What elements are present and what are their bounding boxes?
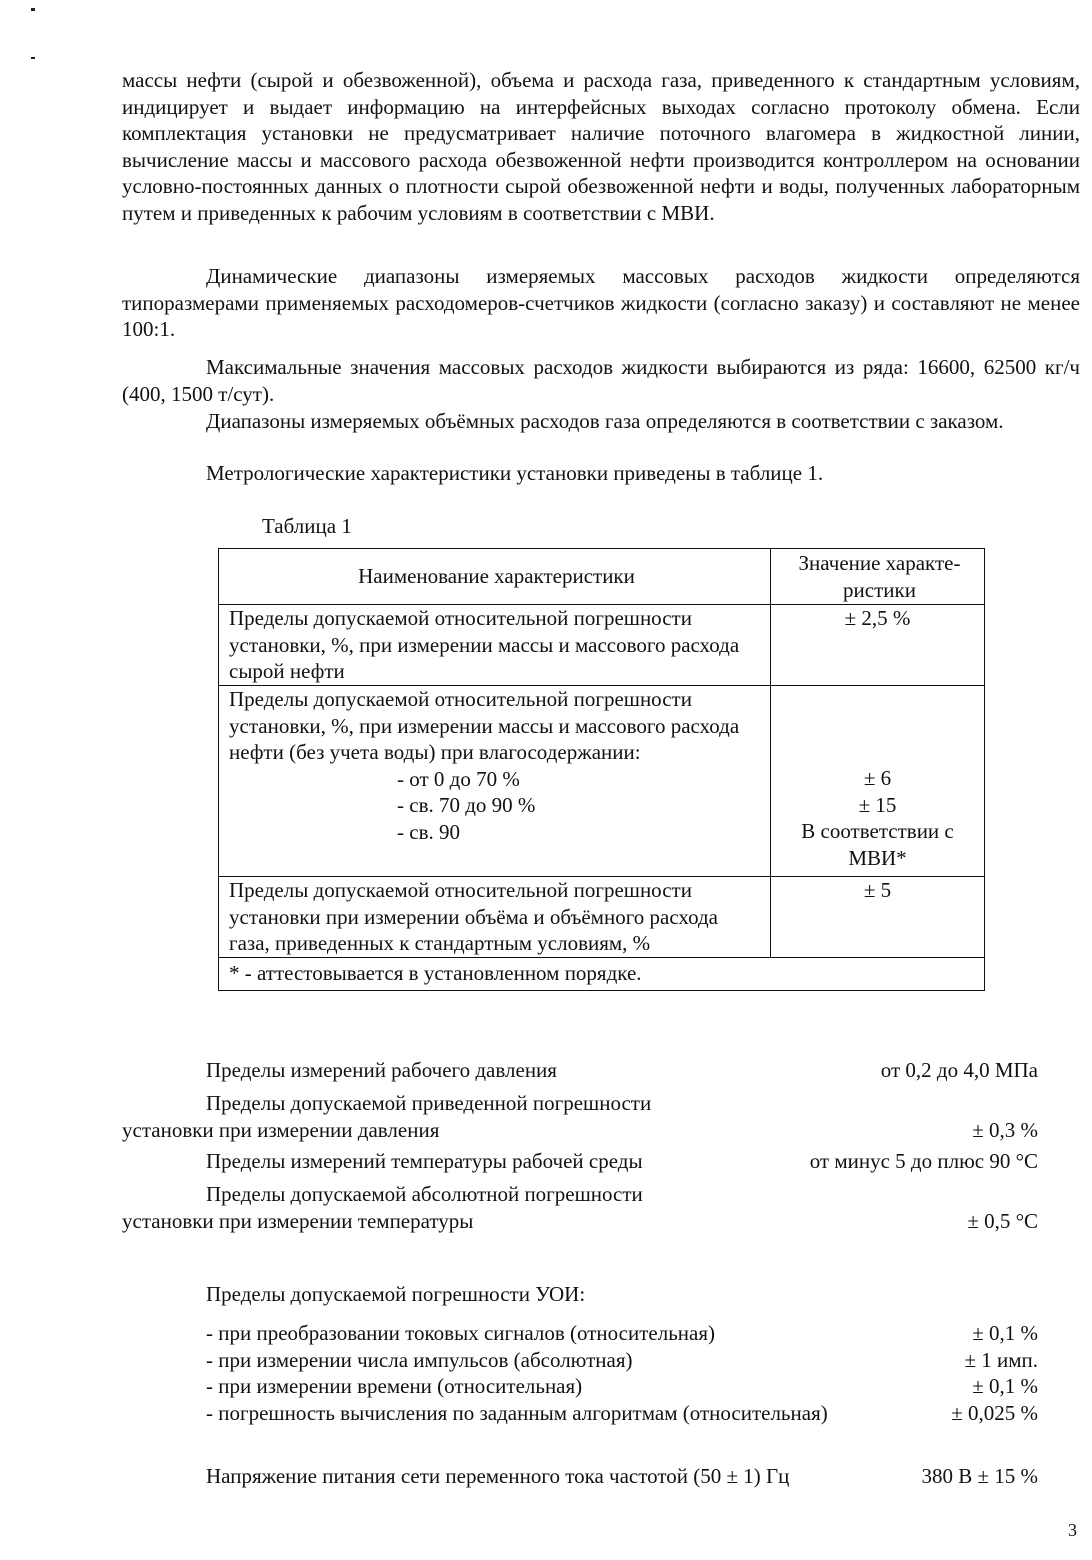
table-row xyxy=(219,686,985,877)
spec-pressure-range xyxy=(122,1057,1038,1084)
paragraph-dynamic-ranges: Динамические диапазоны измеряемых массовых расходов жидкости определяются типоразмерами применяемых расходомеров-счетчиков жидкости (согласно заказу) и составляют не менее 100:1. xyxy=(122,264,1080,341)
table-header-value: Значение характе-ристики xyxy=(771,549,985,605)
power-label: Напряжение питания сети переменного тока частотой (50 ± 1) Гц xyxy=(206,1464,790,1488)
table-header-name: Наименование характеристики xyxy=(219,549,771,605)
table-header-row xyxy=(219,549,985,605)
uoi-label: - при измерении времени (относительная) xyxy=(206,1374,583,1398)
power-value: 380 В ± 15 % xyxy=(921,1464,1038,1488)
list-item xyxy=(206,1400,1038,1427)
sub-item-label: - от 0 до 70 % xyxy=(397,766,520,791)
sub-item-value: ± 15 xyxy=(858,792,897,817)
spec-label-line1: Пределы допускаемой абсолютной погрешности xyxy=(206,1182,643,1206)
paragraph-gas-ranges: Диапазоны измеряемых объёмных расходов газа определяются в соответствии с заказом. xyxy=(206,409,1004,433)
table-cell-value: ± 5 xyxy=(771,877,985,958)
sub-item-value: ± 6 xyxy=(863,766,892,790)
table-row xyxy=(219,877,985,958)
metrology-table xyxy=(218,548,985,991)
table-cell-value xyxy=(771,686,985,877)
table-row xyxy=(219,605,985,686)
spec-label: Пределы измерений рабочего давления xyxy=(206,1058,557,1082)
uoi-label: - при преобразовании токовых сигналов (относительная) xyxy=(206,1321,715,1345)
scan-artifact xyxy=(31,8,35,11)
row-description: Пределы допускаемой относительной погрешности установки, %, при измерении массы и массового расхода нефти (без учета воды) при влагосодержании: xyxy=(229,687,740,764)
spec-label-line1: Пределы допускаемой приведенной погрешности xyxy=(206,1091,652,1115)
uoi-value: ± 0,1 % xyxy=(972,1321,1038,1345)
uoi-label: - погрешность вычисления по заданным алгоритмам (относительная) xyxy=(206,1400,828,1425)
spec-temperature-error xyxy=(122,1181,1038,1234)
uoi-list xyxy=(206,1320,1038,1426)
spec-value: от минус 5 до плюс 90 °С xyxy=(809,1149,1038,1173)
spec-label: Пределы измерений температуры рабочей среды xyxy=(206,1149,643,1173)
spec-value: ± 0,3 % xyxy=(972,1117,1038,1142)
spec-value: от 0,2 до 4,0 МПа xyxy=(880,1058,1038,1082)
page-number: 3 xyxy=(1068,1520,1077,1540)
table-cell-name: Пределы допускаемой относительной погрешности установки при измерении объёма и объёмного расхода газа, приведенных к стандартным условиям, % xyxy=(219,877,771,958)
table-caption: Таблица 1 xyxy=(262,514,352,538)
uoi-title: Пределы допускаемой погрешности УОИ: xyxy=(206,1282,586,1306)
spec-label-line2: установки при измерении давления xyxy=(122,1117,440,1142)
table-cell-name xyxy=(219,686,771,877)
table-cell-name: Пределы допускаемой относительной погрешности установки, %, при измерении массы и массового расхода сырой нефти xyxy=(219,605,771,686)
uoi-value: ± 1 имп. xyxy=(964,1347,1038,1372)
uoi-value: ± 0,025 % xyxy=(951,1400,1038,1425)
list-item xyxy=(206,1373,1038,1400)
spec-label-line2: установки при измерении температуры xyxy=(122,1208,474,1233)
table-footnote: * - аттестовывается в установленном порядке. xyxy=(219,958,985,991)
scan-artifact xyxy=(31,57,35,59)
list-item xyxy=(206,1347,1038,1374)
sub-item-value: В соответствии с МВИ* xyxy=(801,819,954,870)
table-cell-value: ± 2,5 % xyxy=(771,605,985,686)
uoi-label: - при измерении числа импульсов (абсолютная) xyxy=(206,1347,633,1372)
paragraph-intro: массы нефти (сырой и обезвоженной), объема и расхода газа, приведенного к стандартным условиям, индицирует и выдает информацию на интерфейсных выходах согласно протоколу обмена. Если комплектация установки не предусматривает наличие поточного влагомера в жидкостной линии, вычисление массы и массового расхода обезвоженной нефти производится контроллером на основании условно-постоянных данных о плотности сырой обезвоженной нефти и воды, полученных лабораторным путем и приведенных к рабочим условиям в соответствии с МВИ. xyxy=(122,68,1080,225)
sub-item-label: - св. 90 xyxy=(397,819,460,844)
spec-pressure-error xyxy=(122,1090,1038,1143)
spec-temperature-range xyxy=(122,1148,1038,1175)
paragraph-metrology-ref: Метрологические характеристики установки приведены в таблице 1. xyxy=(206,461,824,485)
spec-value: ± 0,5 °С xyxy=(967,1208,1038,1233)
power-supply-spec xyxy=(206,1463,1038,1490)
sub-item-label: - св. 70 до 90 % xyxy=(397,793,536,817)
paragraph-max-flow: Максимальные значения массовых расходов жидкости выбираются из ряда: 16600, 62500 кг/ч (400, 1500 т/сут). xyxy=(122,355,1080,406)
table-footnote-row xyxy=(219,958,985,991)
uoi-value: ± 0,1 % xyxy=(972,1374,1038,1398)
spacer xyxy=(777,686,978,765)
list-item xyxy=(206,1320,1038,1347)
